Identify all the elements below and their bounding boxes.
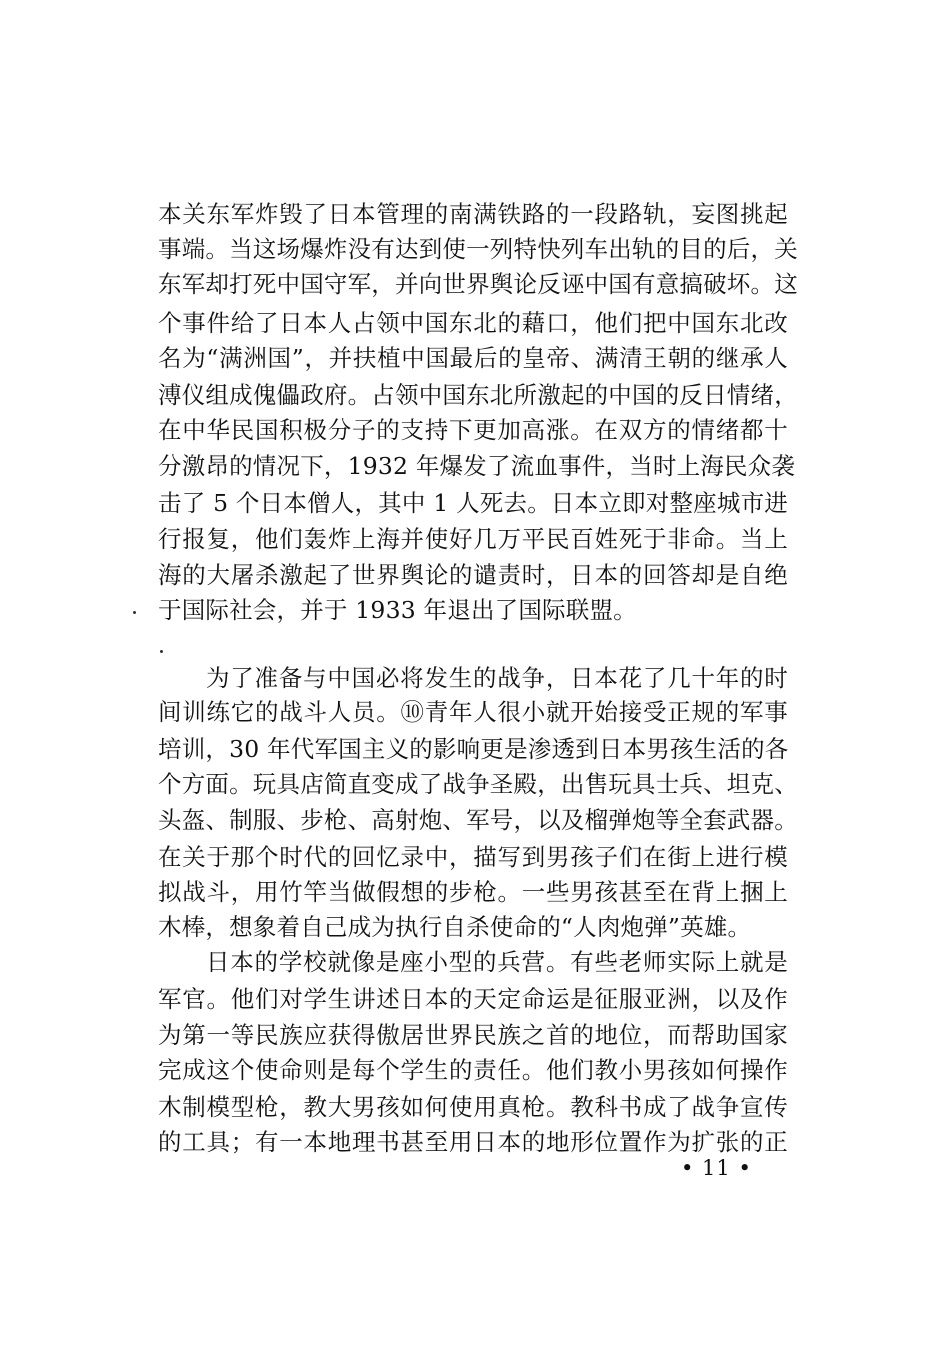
text-line: 军官。他们对学生讲述日本的天定命运是征服亚洲，以及作: [158, 985, 788, 1013]
text-line: 的工具；有一本地理书甚至用日本的地形位置作为扩张的正: [158, 1128, 788, 1156]
text-line: 本关东军炸毁了日本管理的南满铁路的一段路轨，妄图挑起: [158, 200, 788, 228]
text-line: 事端。当这场爆炸没有达到使一列特快列车出轨的目的后，关: [158, 235, 798, 263]
text-line: 日本的学校就像是座小型的兵营。有些老师实际上就是: [206, 948, 788, 976]
page-number: • 11 •: [681, 1156, 752, 1180]
text-line: 个方面。玩具店简直变成了战争圣殿，出售玩具士兵、坦克、: [158, 770, 798, 798]
text-line: 木棒，想象着自己成为执行自杀使命的“人肉炮弹”英雄。: [158, 913, 752, 941]
text-line: 个事件给了日本人占领中国东北的藉口，他们把中国东北改: [158, 309, 788, 337]
scan-speck: [133, 611, 136, 614]
text-line: 行报复，他们轰炸上海并使好几万平民百姓死于非命。当上: [158, 525, 788, 553]
text-line: 分激昂的情况下，1932 年爆发了流血事件，当时上海民众袭: [158, 452, 796, 480]
text-line: 在中华民国积极分子的支持下更加高涨。在双方的情绪都十: [158, 416, 788, 444]
text-line: 在关于那个时代的回忆录中，描写到男孩子们在街上进行模: [158, 843, 788, 871]
text-line: 名为“满洲国”，并扶植中国最后的皇帝、满清王朝的继承人: [158, 344, 788, 372]
text-line: 头盔、制服、步枪、高射炮、军号，以及榴弹炮等全套武器。: [158, 806, 798, 834]
text-line: 东军却打死中国守军，并向世界舆论反诬中国有意搞破坏。这: [158, 270, 798, 298]
text-line: 为了准备与中国必将发生的战争，日本花了几十年的时: [206, 664, 788, 692]
text-line: 于国际社会，并于 1933 年退出了国际联盟。: [158, 596, 637, 624]
text-line: 间训练它的战斗人员。⑩青年人很小就开始接受正规的军事: [158, 698, 788, 726]
text-line: 拟战斗，用竹竿当做假想的步枪。一些男孩甚至在背上捆上: [158, 878, 788, 906]
text-line: 击了 5 个日本僧人，其中 1 人死去。日本立即对整座城市进: [158, 489, 788, 517]
text-line: 为第一等民族应获得傲居世界民族之首的地位，而帮助国家: [158, 1021, 788, 1049]
text-line: 木制模型枪，教大男孩如何使用真枪。教科书成了战争宣传: [158, 1093, 788, 1121]
scan-speck: [160, 650, 163, 653]
text-line: 培训，30 年代军国主义的影响更是渗透到日本男孩生活的各: [158, 735, 789, 763]
text-line: 海的大屠杀激起了世界舆论的谴责时，日本的回答却是自绝: [158, 561, 788, 589]
text-line: 溥仪组成傀儡政府。占领中国东北所激起的中国的反日情绪，: [158, 381, 798, 409]
text-line: 完成这个使命则是每个学生的责任。他们教小男孩如何操作: [158, 1056, 788, 1084]
